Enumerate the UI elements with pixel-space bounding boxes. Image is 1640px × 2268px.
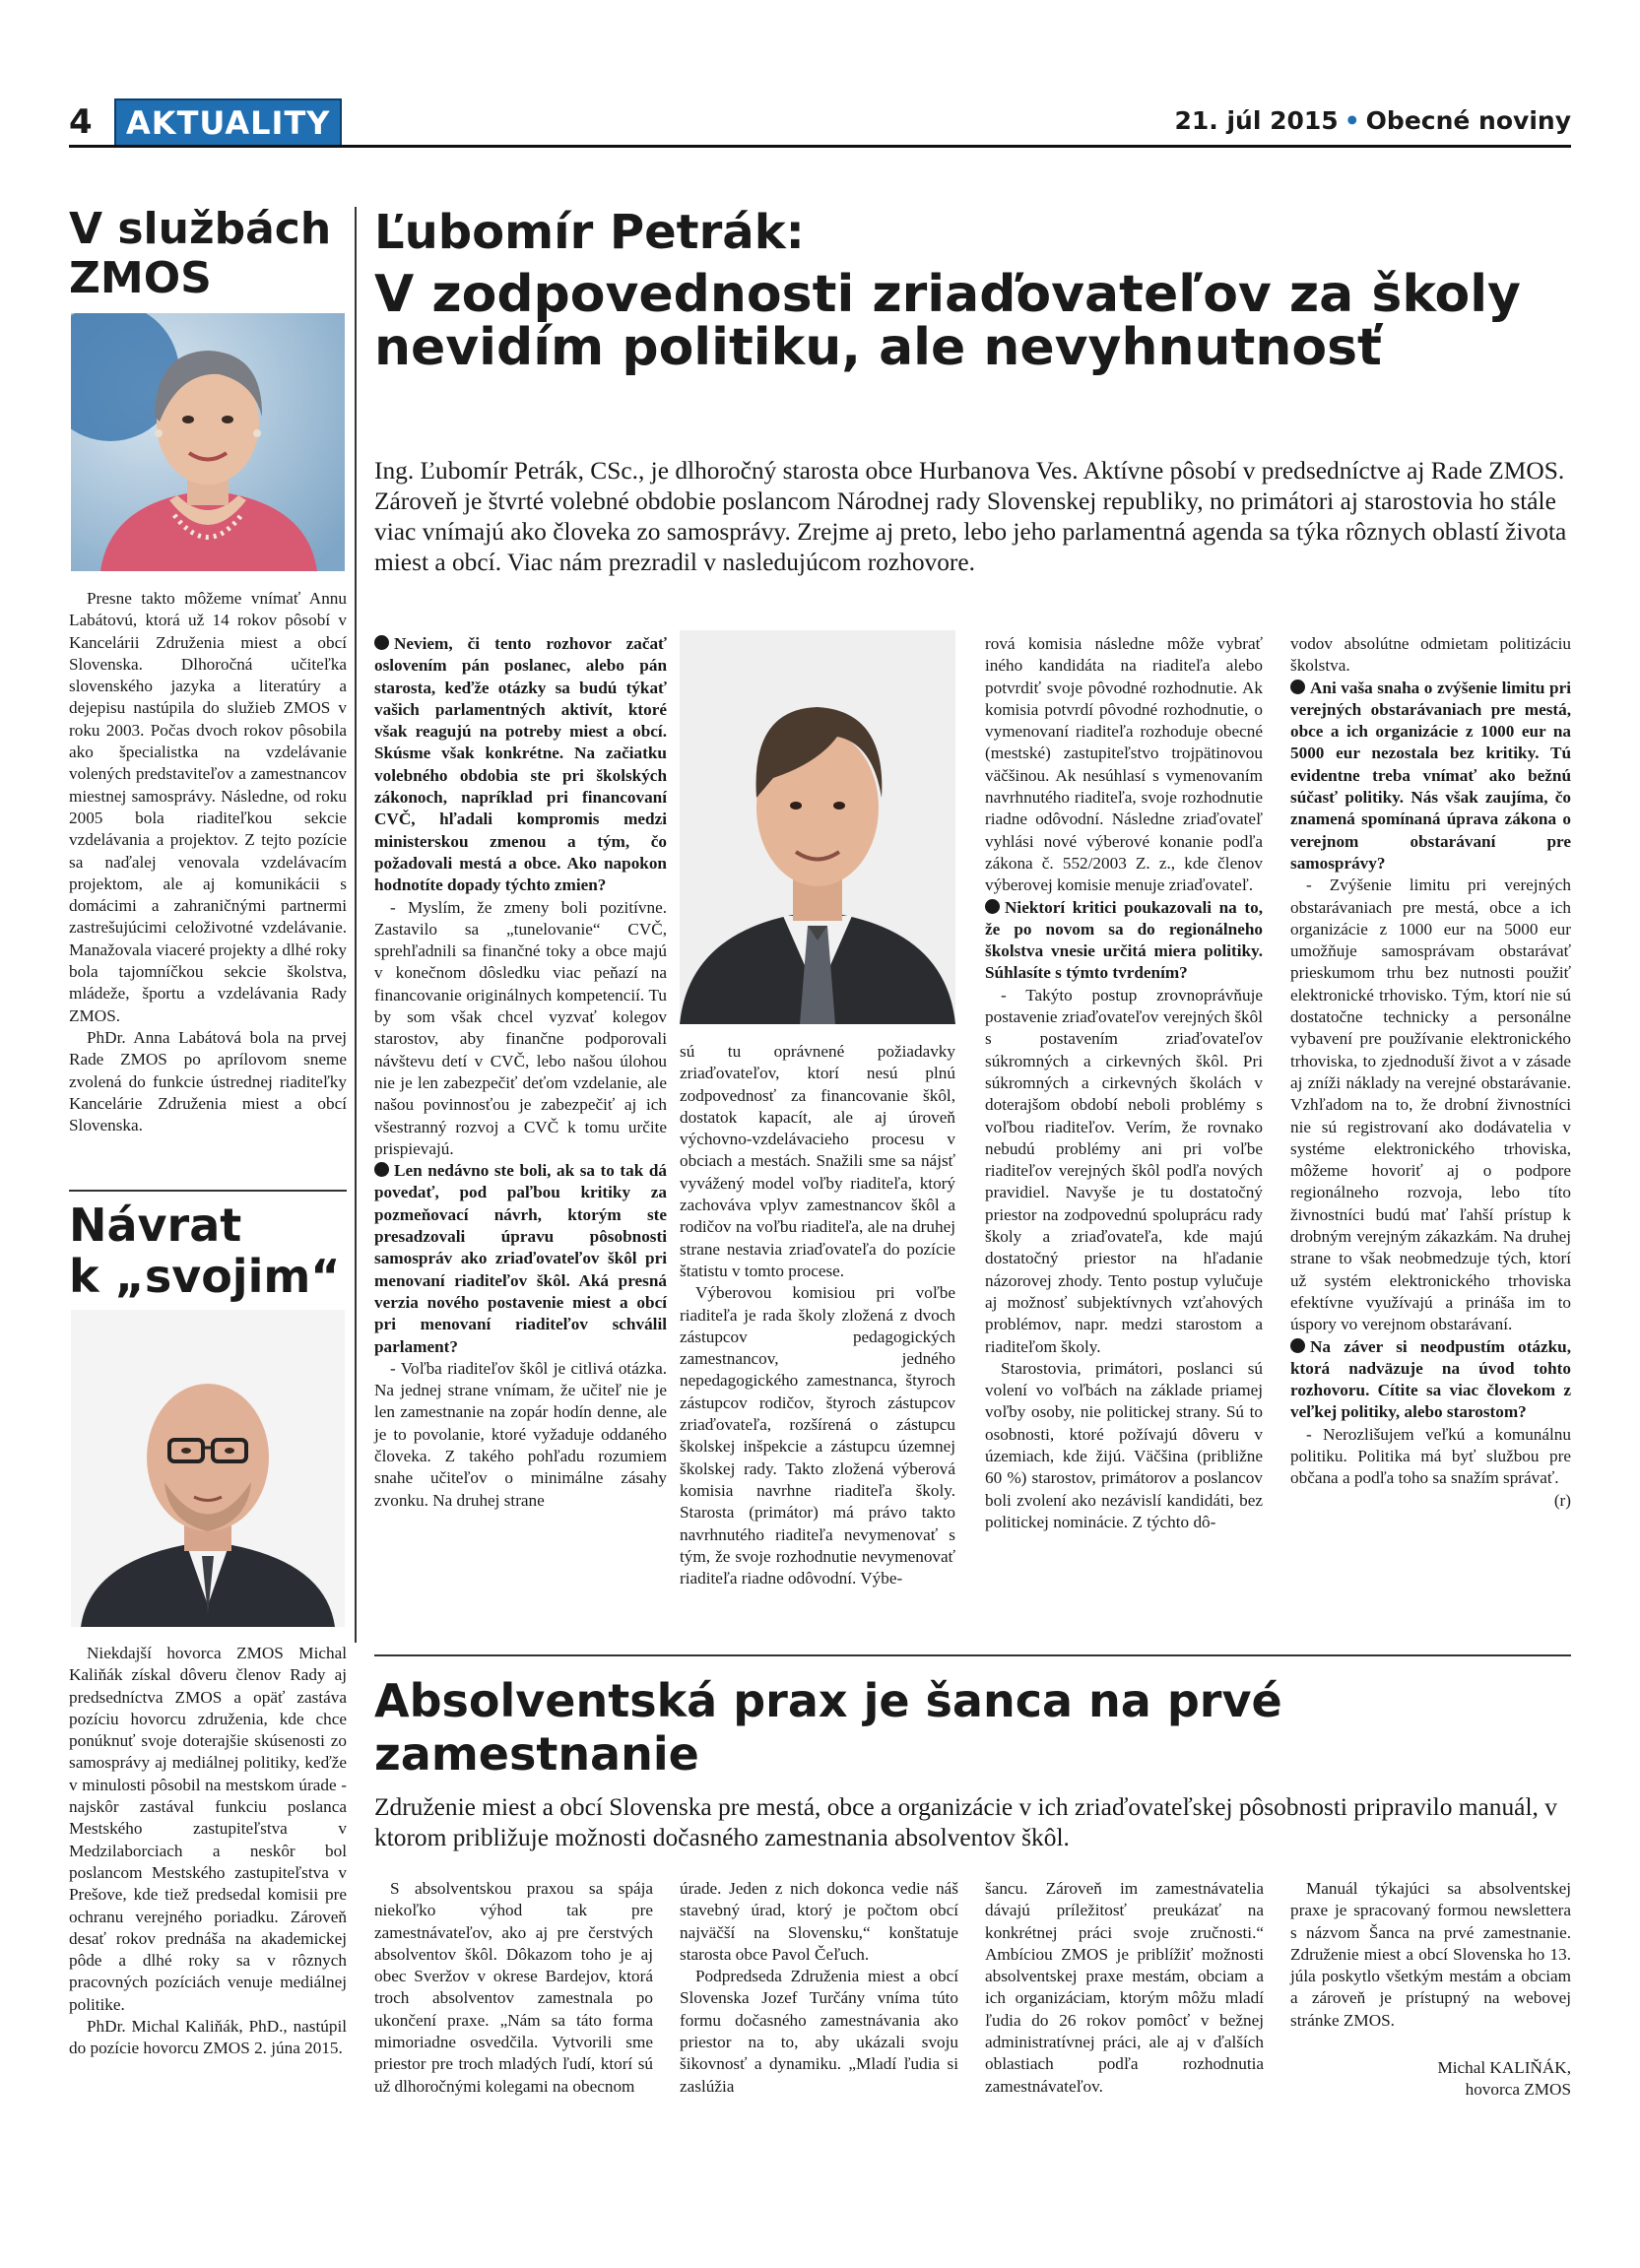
article2-lead: Združenie miest a obcí Slovenska pre mestá, obce a organizácie v ich zriaďovateľskej pôsobnosti pripravilo manuál, v ktorom približuje možnosti dočasného zamestnania absolventov škôl. — [374, 1793, 1557, 1851]
separator-dot: • — [1344, 106, 1360, 135]
signature-role: hovorca ZMOS — [1465, 2080, 1571, 2100]
interview-answer: - Myslím, že zmeny boli pozitívne. Zastavilo sa „tunelovanie“ CVČ, sprehľadnili sa finančné toky a obce majú v konečnom dôsledku viac peňazí na financovanie originálnych kompetencií. Tu by som však chcel vyzvať kolegov starostov, aby finančne podporovali návštevu detí v CVČ, lebo našou úlohou nie je len zabezpečiť deťom vzdelanie, ale našou povinnosťou je zabezpečiť aj ich všestranný rozvoj a CVČ k tomu určite prispievajú. — [374, 897, 667, 1158]
column-divider — [355, 207, 357, 1643]
interview-answer: - Nerozlišujem veľkú a komunálnu politiku. Politika má byť službou pre občana a podľa toho sa snažím správať. — [1290, 1424, 1571, 1488]
bullet-icon — [1290, 680, 1305, 694]
author-initial: (r) — [1553, 1490, 1571, 1510]
sidebar2-title — [69, 1199, 341, 1302]
sidebar1-title-line1: V službách — [69, 204, 332, 254]
sidebar1-paragraph: Presne takto môžeme vnímať Annu Labátovú, ktorá už 14 rokov pôsobí v Kancelárii Združenia miest a obcí Slovenska. Dlhoročná učiteľka slovenského jazyka a literatúry a dejepisu nastúpila do služieb ZMOS v roku 2003. Počas dvoch rokov pôsobila ako špecialistka na vzdelávanie volených predstaviteľov a zamestnancov miestnej samosprávy. Následne, od roku 2005 bola riaditeľkou sekcie vzdelávania a projektov. Z tejto pozície sa naďalej venovala vzdelávacím projektom, ale aj komunikácii s domácimi a zahraničnými partnermi zastrešujúcimi celoživotné vzdelávanie. Manažovala viaceré projekty a dlhé roky bola tajomníčkou sekcie školstva, mládeže, športu a vzdelávania Rady ZMOS. — [69, 589, 347, 1025]
sidebar2-title-line2: k „svojim“ — [69, 1250, 341, 1303]
interview-answer: - Takýto postup zrovnoprávňuje postavenie zriaďovateľov verejných škôl s postavením zriaďovateľov súkromných a cirkevných škôl. Pri súkromných a cirkevných školách v doterajšom období neboli problémy s voľbou riaditeľov. Verím, že rovnako nebudú problémy ani pri voľbe riaditeľov verejných škôl podľa nových pravidiel. Navyše je tu dostatočný priestor na zodpovednú spoluprácu rady školy a zriaďovateľa, kde majú dostatočný priestor na hľadanie názorovej zhody. Tento postup vylučuje aj možnosť subjektívnych vzťahových problémov, napr. medzi starostom a riaditeľom školy. — [985, 985, 1263, 1356]
section-tag: AKTUALITY — [114, 98, 342, 148]
article2-paragraph: S absolventskou praxou sa spája niekoľko výhod tak pre zamestnávateľov, ako aj pre čerstvých absolventov škôl. Dôkazom toho je aj obec Sveržov v okrese Bardejov, ktorá troch absolventov zamestnala po ukončení praxe. „Nám sa táto forma mimoriadne osvedčila. Vytvorili sme priestor pre troch mladých ľudí, ktorí sú už dlhoročnými kolegami na obecnom — [374, 1879, 653, 2096]
photo-anna-labatova — [71, 313, 345, 571]
interview-question: Niektorí kritici poukazovali na to, že po novom sa do regionálneho školstva vnesie určitá miera politiky. Súhlasíte s týmto tvrdením? — [985, 897, 1263, 983]
page-number: 4 — [69, 102, 93, 142]
interview-answer: - Voľba riaditeľov škôl je citlivá otázka. Na jednej strane vnímam, že učiteľ nie je len zamestnanie na zopár hodín denne, ale je to povolanie, ktoré vyžaduje oddaného človeka. Z takého pohľadu rozumiem snahe učiteľov o minimálne zásahy zvonku. Na druhej strane — [374, 1358, 667, 1510]
article1-column-1 — [374, 633, 667, 1512]
bullet-icon — [374, 1162, 389, 1177]
article2-column-2 — [680, 1878, 958, 2098]
interview-question: Ani vaša snaha o zvýšenie limitu pri verejných obstarávaniach pre mestá, obce a ich organizácie z 1000 eur na 5000 eur nezostala bez kritiky. Tú evidentne treba vnímať ako bežnú súčasť politiky. Nás však zaujíma, čo znamená spomínaná úprava zákona o verejnom obstarávaní pre samosprávy? — [1290, 678, 1571, 873]
interview-answer: - Zvýšenie limitu pri verejných obstarávaniach pre mestá, obce a ich organizácie z 1000 eur na 5000 eur umožňuje samosprávam obstarávať prieskumom trhu bez nutnosti použiť elektronické trhovisko. Tým, ktorí nie sú dostatočne technicky a personálne vybavení pre používanie elektronického trhoviska, to zjednoduší život a v zásade aj zníži náklady na verejné obstarávanie. Vzhľadom na to, že drobní živnostníci nie sú registrovaní ako dodávatelia v systéme elektronického trhoviska, môžeme hovoriť aj o podpore regionálneho rozvoja, lebo títo živnostníci budú mať ľahší prístup k drobným verejným zákazkám. Na druhej strane to však neobmedzuje tých, ktorí už systém elektronického trhoviska efektívne využívajú a prináša im to úspory vo verejnom obstarávaní. — [1290, 875, 1571, 1334]
interview-answer: sú tu oprávnené požiadavky zriaďovateľov, ktorí nesú plnú zodpovednosť za financovanie škôl, dostatok kapacít, ale aj úroveň výchovno-vzdelávacieho procesu v obciach a mestách. Snažili sme sa nájsť vyvážený model voľby riaditeľa, ktorý zachováva vplyv zamestnancov škôl a rodičov na voľbu riaditeľa, ale na druhej strane nestavia zriaďovateľa do pozície štatistu v tomto procese. — [680, 1042, 955, 1280]
article1-column-4 — [1290, 633, 1571, 1512]
interview-answer: Výberovou komisiou pri voľbe riaditeľa je rada školy zložená z dvoch zástupcov pedagogických zamestnancov, jedného nepedagogického zamestnanca, štyroch zástupcov rodičov, štyroch zástupcov zriaďovateľa, rozšírená o zástupcu školskej inšpekcie a zástupcu územnej školskej rady. Takto zložená výberová komisia navrhne riaditeľa školy. Starosta (primátor) má právo takto navrhnutého riaditeľa nevymenovať s tým, že svoje rozhodnutie nevymenovať riaditeľa riadne odôvodní. Výbe- — [680, 1283, 955, 1588]
article2-paragraph: šancu. Zároveň im zamestnávatelia dávajú príležitosť preukázať na konkrétnej práci svoje zručnosti.“ Ambíciou ZMOS je priblížiť možnosti absolventskej praxe mestám, obciam a ich organizáciam, ktorým môžu mladí ľudia do 26 rokov pomôcť v bežnej administratívnej práci, ale aj v ďalších oblastiach podľa rozhodnutia zamestnávateľov. — [985, 1879, 1264, 2096]
sidebar1-title — [69, 205, 331, 303]
interview-question: Na záver si neodpustím otázku, ktorá nadväzuje na úvod tohto rozhovoru. Cítite sa viac človekom z veľkej politiky, alebo starostom? — [1290, 1336, 1571, 1422]
article-divider — [374, 1654, 1571, 1656]
issue-date: 21. júl 2015 — [1174, 106, 1339, 135]
interview-answer: Starostovia, primátori, poslanci sú volení vo voľbách na základe priamej voľby osoby, nie politickej strany. Sú to osobnosti, ktoré požívajú dôveru v územiach, kde žijú. Väčšina (približne 60 %) starostov, primátorov a poslancov boli zvolení ako nezávislí kandidáti, bez politickej nominácie. Z týchto dô- — [985, 1358, 1263, 1531]
sidebar2-paragraph: Niekdajší hovorca ZMOS Michal Kaliňák získal dôveru členov Rady aj predsedníctva ZMOS a opäť zastáva pozíciu hovorcu združenia, kde chce ponúknuť svoje doterajšie skúsenosti zo samosprávy aj mediálnej politiky, keďže v minulosti pôsobil na mestskom úrade - najskôr zastával funkciu poslanca Mestského zastupiteľstva v Medzilaborciach a neskôr bol poslancom Mestského zastupiteľstva v Prešove, kde tiež predsedal komisii pre ochranu verejného poriadku. Zároveň desať rokov prednáša na akademickej pôde a dlhé roky sa v rôznych pracovných pozíciách venuje mediálnej politike. — [69, 1644, 347, 2014]
sidebar1-paragraph: PhDr. Anna Labátová bola na prvej Rade ZMOS po aprílovom sneme zvolená do funkcie ústrednej riaditeľky Kancelárie Združenia miest a obcí Slovenska. — [69, 1027, 347, 1135]
article1-headline: V zodpovednosti zriaďovateľov za školy nevidím politiku, ale nevyhnutnosť — [374, 265, 1521, 377]
article2-column-4 — [1290, 1878, 1571, 2102]
article2-column-3 — [985, 1878, 1264, 2098]
bullet-icon — [374, 635, 389, 650]
sidebar1-title-line2: ZMOS — [69, 253, 212, 303]
sidebar2-title-line1: Návrat — [69, 1199, 242, 1252]
article1-kicker: Ľubomír Petrák: — [374, 205, 805, 260]
sidebar2-paragraph: PhDr. Michal Kaliňák, PhD., nastúpil do pozície hovorcu ZMOS 2. júna 2015. — [69, 2017, 347, 2058]
bullet-icon — [1290, 1338, 1305, 1353]
sidebar1-body — [69, 588, 347, 1136]
bullet-icon — [985, 899, 1000, 914]
issue-info — [1174, 106, 1571, 135]
article2-column-1 — [374, 1878, 653, 2098]
publication-name: Obecné noviny — [1365, 106, 1571, 135]
photo-lubomir-petrak — [680, 630, 955, 1024]
article2-headline: Absolventská prax je šanca na prvé zamestnanie — [374, 1674, 1282, 1781]
interview-question: Neviem, či tento rozhovor začať oslovením pán poslanec, alebo pán starosta, keďže otázky sa budú týkať vašich parlamentných aktivít, ktoré však reagujú na potreby miest a obcí. Skúsme však konkrétne. Na začiatku volebného obdobia ste pri školských zákonoch, napríklad pri financovaní CVČ, hľadali kompromis medzi ministerskou zmenou a tým, čo požadovali mestá a obce. Ako napokon hodnotíte dopady týchto zmien? — [374, 634, 667, 895]
article2-paragraph: úrade. Jeden z nich dokonca vedie náš stavebný úrad, ktorý je počtom obcí najväčší na Slovensku,“ konštatuje starosta obce Pavol Čeľuch. — [680, 1879, 958, 1964]
article1-lead: Ing. Ľubomír Petrák, CSc., je dlhoročný starosta obce Hurbanova Ves. Aktívne pôsobí v predsedníctve aj Rade ZMOS. Zároveň je štvrté volebné obdobie poslancom Národnej rady Slovenskej republiky, no primátori aj starostovia ho stále viac vnímajú ako človeka zo samosprávy. Zrejme aj preto, lebo jeho parlamentná agenda sa týka rôznych oblastí života miest a obcí. Viac nám prezradil v nasledujúcom rozhovore. — [374, 457, 1567, 576]
article2-paragraph: Podpredseda Združenia miest a obcí Slovenska Jozef Turčány vníma túto formu dočasného zamestnávania ako priestor na to, aby ukázali svoju šikovnosť a dynamiku. „Mladí ľudia si zaslúžia — [680, 1967, 958, 2096]
sidebar2-body — [69, 1643, 347, 2060]
article2-paragraph: Manuál týkajúci sa absolventskej praxe je spracovaný formou newslettera s názvom Šanca na prvé zamestnanie. Združenie miest a obcí Slovenska ho 13. júla poskytlo všetkým mestám a obciam a zároveň je prístupný na webovej stránke ZMOS. — [1290, 1879, 1571, 2030]
sidebar-divider — [69, 1190, 347, 1192]
photo-michal-kalinak — [71, 1310, 345, 1627]
article1-column-2 — [680, 1041, 955, 1589]
interview-answer: rová komisia následne môže vybrať iného kandidáta na riaditeľa alebo potvrdiť svoje pôvodné rozhodnutie. Ak komisia potvrdí pôvodné rozhodnutie, o vymenovaní riaditeľa rozhoduje obecné (mestské) zastupiteľstvo trojpätinovou väčšinou. Ak nesúhlasí s vymenovaním navrhnutého riaditeľa, svoje rozhodnutie riadne odôvodní. Následne zriaďovateľ vyhlási nové výberové konanie podľa zákona č. 552/2003 Z. z., kde členov výberovej komisie menuje zriaďovateľ. — [985, 634, 1263, 895]
article1-column-3 — [985, 633, 1263, 1533]
interview-answer: vodov absolútne odmietam politizáciu školstva. — [1290, 634, 1571, 676]
interview-question: Len nedávno ste boli, ak sa to tak dá povedať, pod paľbou kritiky za pozmeňovací návrh, ktorým ste presadzovali úpravu pôsobnosti samospráv ako zriaďovateľov škôl pri menovaní riaditeľov škôl. Aká presná verzia nového postavenie miest a obcí pri menovaní riaditeľov schválil parlament? — [374, 1161, 667, 1356]
header-rule — [69, 145, 1571, 148]
signature-name: Michal KALIŇÁK, — [1437, 2058, 1571, 2078]
